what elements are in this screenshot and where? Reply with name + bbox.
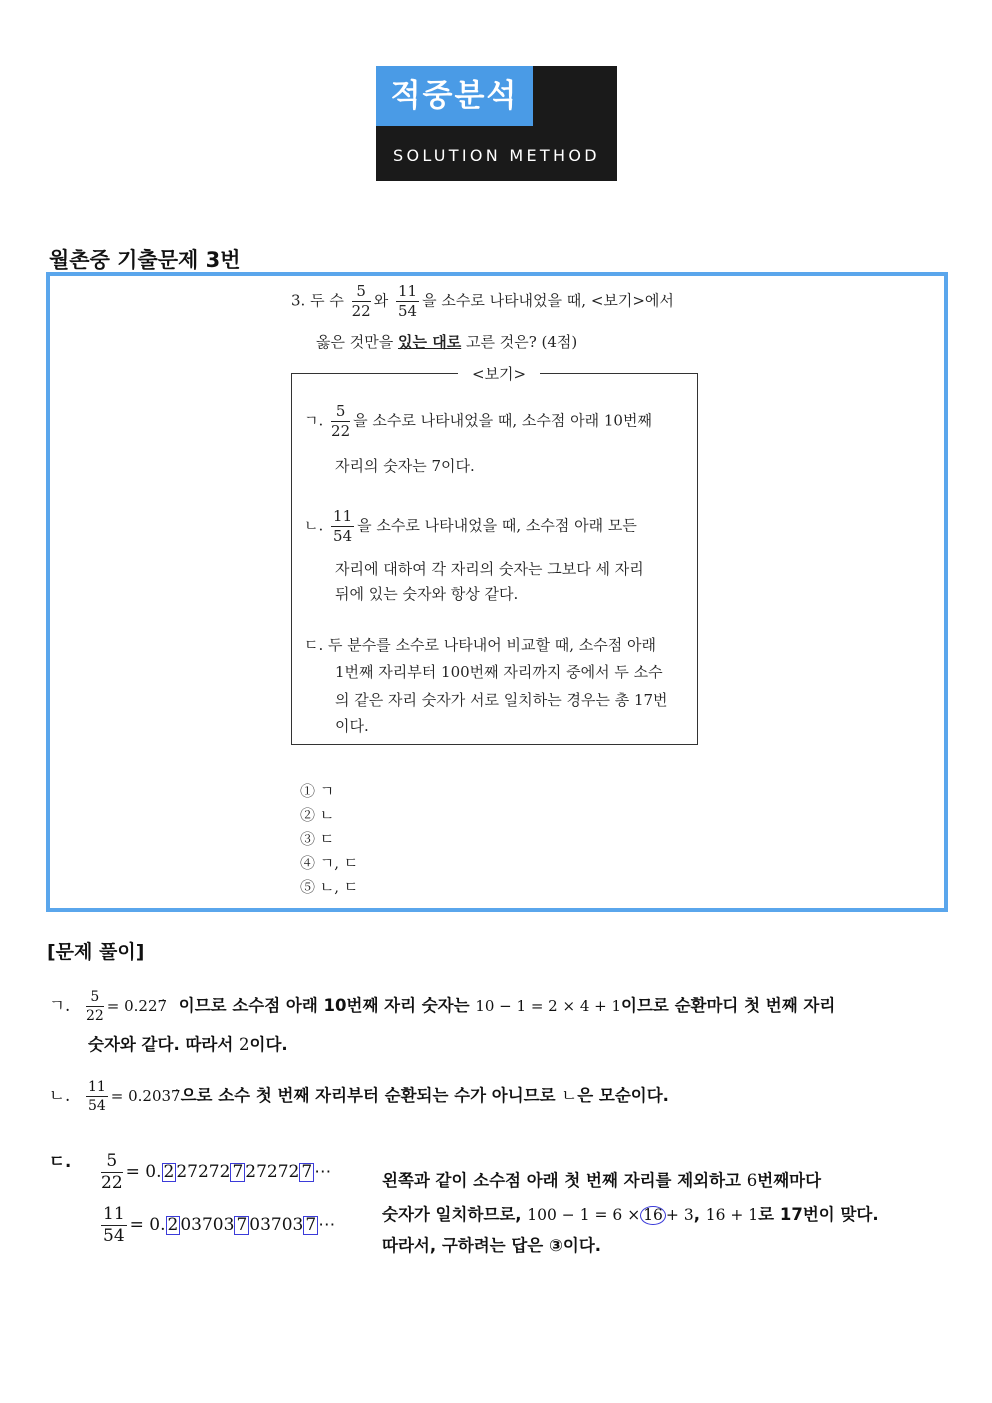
decimal-prefix: = 0. xyxy=(129,1215,166,1235)
logo-banner xyxy=(376,66,617,181)
solution-d-math-remainder: + 3 xyxy=(665,1206,694,1224)
question-line-2-post: 고른 것은? (4점) xyxy=(465,333,578,351)
fraction-5-22 xyxy=(331,404,350,439)
bogi-item-n-line-3: 뒤에 있는 숫자와 항상 같다. xyxy=(335,585,519,603)
solution-heading: [문제 풀이] xyxy=(47,941,145,963)
solution-d-text-1 xyxy=(382,1167,821,1191)
bogi-item-d-line-3: 의 같은 자리 숫자가 서로 일치하는 경우는 총 17번 xyxy=(335,691,668,709)
choice-4: ④ ㄱ, ㄷ xyxy=(300,854,359,872)
fraction-numerator: 5 xyxy=(101,1153,123,1173)
fraction-numerator: 11 xyxy=(87,1079,106,1095)
ellipsis: ⋯ xyxy=(318,1215,336,1235)
highlight-box: 2 xyxy=(167,1215,179,1235)
question-line-2 xyxy=(316,331,577,352)
solution-g-line-2 xyxy=(88,1031,288,1055)
choice-5: ⑤ ㄴ, ㄷ xyxy=(300,878,359,896)
fraction-numerator: 5 xyxy=(86,990,104,1007)
item-marker: ㄱ. xyxy=(304,411,324,430)
solution-g-text-2: 이므로 순환마디 첫 번째 자리 xyxy=(621,996,836,1015)
bogi-item-n-line-2: 자리에 대하여 각 자리의 숫자는 그보다 세 자리 xyxy=(335,560,644,578)
bogi-item-d-line-1: ㄷ. 두 분수를 소수로 나타내어 비교할 때, 소수점 아래 xyxy=(304,636,656,654)
question-line-2-pre: 옳은 것만을 xyxy=(316,333,394,351)
bogi-item-g-line-2: 자리의 숫자는 7이다. xyxy=(335,457,475,475)
solution-d-marker: ㄷ. xyxy=(49,1152,72,1171)
solution-g-text: 이므로 소수점 아래 10번째 자리 숫자는 xyxy=(178,996,470,1015)
fraction-denominator: 54 xyxy=(87,1098,106,1114)
fraction-numerator: 11 xyxy=(103,1204,125,1224)
question-line-1 xyxy=(291,284,674,319)
solution-n-text: 으로 소수 첫 번째 자리부터 순환되는 수가 아니므로 xyxy=(180,1086,556,1105)
fraction-11-54 xyxy=(331,509,354,544)
solution-g-line-2-post: 이다. xyxy=(249,1035,288,1054)
choice-1: ① ㄱ xyxy=(300,782,335,800)
item-g-text: 을 소수로 나타내었을 때, 소수점 아래 10번째 xyxy=(353,411,652,430)
choice-3: ③ ㄷ xyxy=(300,830,335,848)
fraction-numerator: 11 xyxy=(397,282,418,300)
fraction-numerator: 5 xyxy=(331,404,350,422)
solution-marker: ㄱ. xyxy=(49,996,71,1015)
decimal-digits: 27272 xyxy=(176,1162,231,1182)
fraction-5-22 xyxy=(352,284,371,319)
solution-d-text-1-post: 번째마다 xyxy=(757,1171,822,1190)
solution-g-answer: 2 xyxy=(239,1035,250,1054)
fraction-denominator: 22 xyxy=(85,1008,104,1024)
question-line-1-rest: 을 소수로 나타내었을 때, <보기>에서 xyxy=(422,291,674,310)
choice-2: ② ㄴ xyxy=(300,806,335,824)
bogi-item-g xyxy=(304,404,652,439)
fraction-11-54 xyxy=(396,284,419,319)
highlight-box: 7 xyxy=(301,1162,313,1182)
solution-d-period: 6 xyxy=(746,1171,758,1190)
solution-n-line xyxy=(49,1080,669,1113)
fraction-denominator: 22 xyxy=(331,422,351,440)
fraction-denominator: 22 xyxy=(351,302,371,320)
solution-n-text-2: 은 모순이다. xyxy=(577,1086,669,1105)
fraction-denominator: 54 xyxy=(103,1226,125,1246)
fraction-denominator: 54 xyxy=(333,527,353,545)
solution-d-conclusion: 따라서, 구하려는 답은 ③이다. xyxy=(382,1236,602,1255)
fraction-numerator: 5 xyxy=(352,284,371,302)
solution-n-ref: ㄴ xyxy=(561,1086,578,1105)
question-connector: 와 xyxy=(373,291,389,310)
solution-g-math: 10 − 1 = 2 × 4 + 1 xyxy=(475,997,622,1015)
solution-d-text-1-pre: 왼쪽과 같이 소수점 아래 첫 번째 자리를 제외하고 xyxy=(382,1171,741,1190)
solution-d-text-2-pre: 숫자가 일치하므로, xyxy=(382,1205,522,1224)
decimal-digits: 03703 xyxy=(180,1215,235,1235)
highlight-box: 7 xyxy=(232,1162,244,1182)
bogi-label: <보기> xyxy=(458,363,540,384)
decimal-digits: 03703 xyxy=(249,1215,304,1235)
fraction-denominator: 54 xyxy=(397,302,418,320)
solution-g-equation: = 0.227̇ xyxy=(106,997,168,1015)
solution-d-math: 100 − 1 = 6 × xyxy=(527,1206,641,1224)
solution-marker: ㄴ. xyxy=(49,1086,71,1105)
bogi-item-d-line-2: 1번째 자리부터 100번째 자리까지 중에서 두 소수 xyxy=(335,663,663,681)
ellipsis: ⋯ xyxy=(314,1162,332,1182)
item-marker: ㄴ. xyxy=(304,516,324,535)
logo-title: 적중분석 xyxy=(390,78,519,114)
decimal-prefix: = 0. xyxy=(125,1162,162,1182)
highlight-box: 7 xyxy=(305,1215,317,1235)
highlight-box: 7 xyxy=(236,1215,248,1235)
solution-g-line-1 xyxy=(49,990,835,1023)
bogi-item-n xyxy=(304,509,637,544)
question-number: 3. 두 수 xyxy=(291,291,344,310)
logo-subtitle: SOLUTION METHOD xyxy=(393,146,600,165)
solution-d-math-sum: 16 + 1 xyxy=(705,1206,759,1224)
decimal-digits: 27272 xyxy=(245,1162,300,1182)
section-title: 월촌중 기출문제 3번 xyxy=(49,248,241,272)
question-underlined-text: 있는 대로 xyxy=(398,333,462,351)
solution-d-comma: , xyxy=(693,1205,700,1224)
bogi-item-d-line-4: 이다. xyxy=(335,717,369,735)
fraction-11-54 xyxy=(86,1080,108,1113)
fraction-11-54 xyxy=(101,1206,127,1245)
solution-d-text-2-post: 로 17번이 맞다. xyxy=(758,1205,879,1224)
fraction-numerator: 11 xyxy=(333,507,353,525)
solution-g-line-2-pre: 숫자와 같다. 따라서 xyxy=(88,1035,234,1054)
solution-d-row-1 xyxy=(98,1153,331,1192)
fraction-5-22 xyxy=(101,1153,123,1192)
circled-quotient: 16 xyxy=(640,1206,666,1225)
fraction-denominator: 22 xyxy=(101,1173,123,1193)
solution-d-text-2 xyxy=(382,1201,879,1225)
fraction-5-22 xyxy=(86,990,104,1023)
solution-d-row-2 xyxy=(98,1206,335,1245)
item-n-text: 을 소수로 나타내었을 때, 소수점 아래 모든 xyxy=(357,516,637,535)
highlight-box: 2 xyxy=(163,1162,175,1182)
solution-n-equation: = 0.2037̇ xyxy=(110,1087,181,1105)
